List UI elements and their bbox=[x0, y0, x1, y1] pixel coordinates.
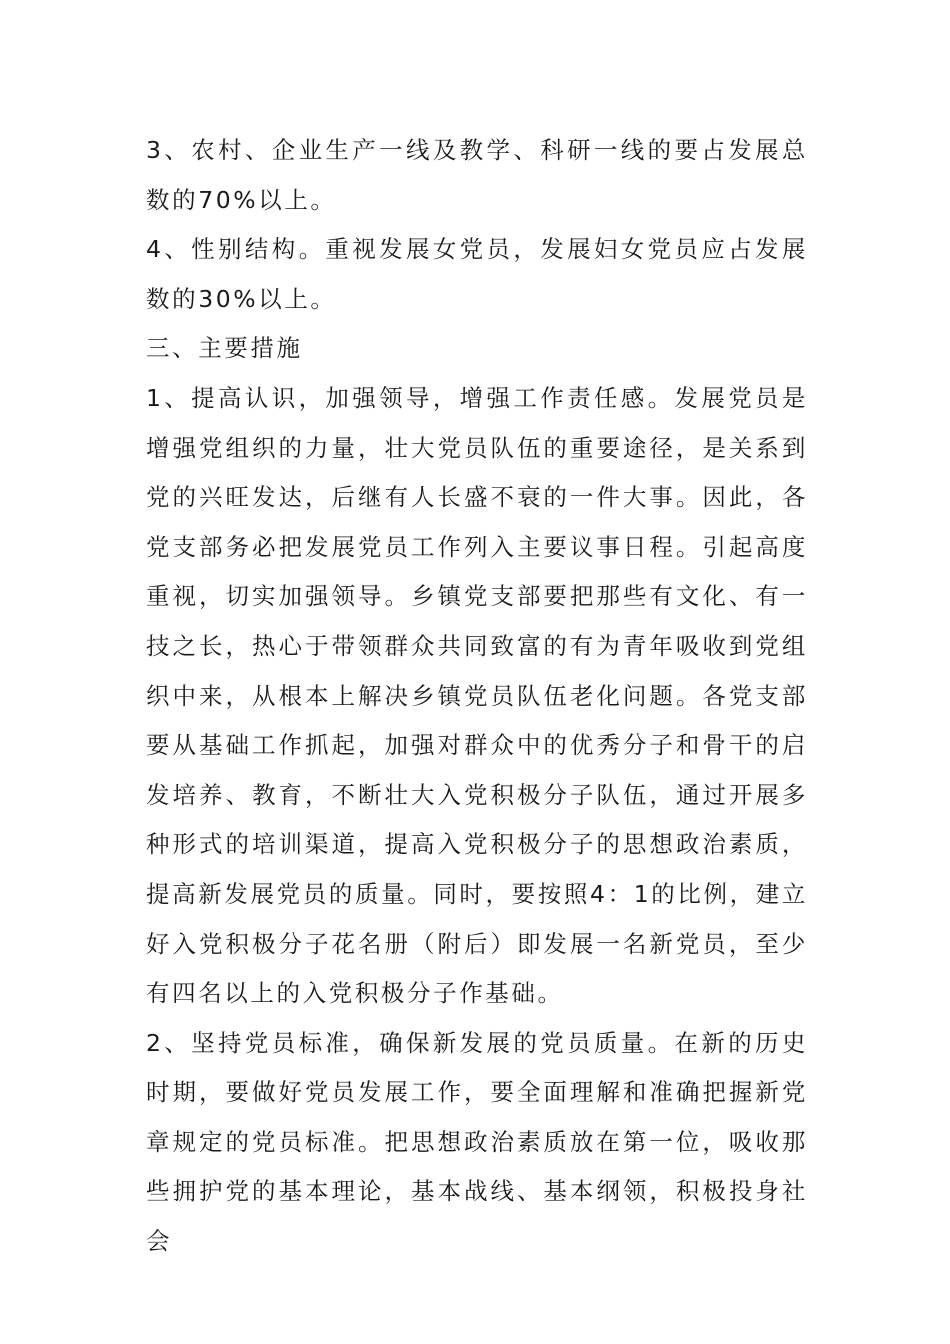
section-heading-main-measures: 三、主要措施 bbox=[146, 334, 303, 363]
paragraph-measure-1-leadership: 1、提高认识，加强领导，增强工作责任感。发展党员是增强党组织的力量，壮大党员队伍的重要途径，是关系到党的兴旺发达，后继有人长盛不衰的一件大事。因此，各党支部务必把发展党员工作列入主要议事日程。引起高度重视，切实加强领导。乡镇党支部要把那些有文化、有一技之长，热心于带领群众共同致富的有为青年吸收到党组织中来，从根本上解决乡镇党员队伍老化问题。各党支部要从基础工作抓起，加强对群众中的优秀分子和骨干的启发培养、教育，不断壮大入党积极分子队伍，通过开展多种形式的培训渠道，提高入党积极分子的思想政治素质，提高新发展党员的质量。同时，要按照4：1的比例，建立好入党积极分子花名册（附后）即发展一名新党员，至少有四名以上的入党积极分子作基础。 bbox=[146, 383, 808, 1008]
document-body bbox=[146, 126, 808, 1267]
paragraph-measure-2-member-standards: 2、坚持党员标准，确保新发展的党员质量。在新的历史时期，要做好党员发展工作，要全面理解和准确把握新党章规定的党员标准。把思想政治素质放在第一位，吸收那些拥护党的基本理论，基本战线、基本纲领，积极投身社会 bbox=[146, 1028, 808, 1256]
paragraph-item-4-gender-structure: 4、性别结构。重视发展女党员，发展妇女党员应占发展数的30%以上。 bbox=[146, 235, 808, 313]
paragraph-item-3-frontline-ratio: 3、农村、企业生产一线及教学、科研一线的要占发展总数的70%以上。 bbox=[146, 136, 808, 214]
